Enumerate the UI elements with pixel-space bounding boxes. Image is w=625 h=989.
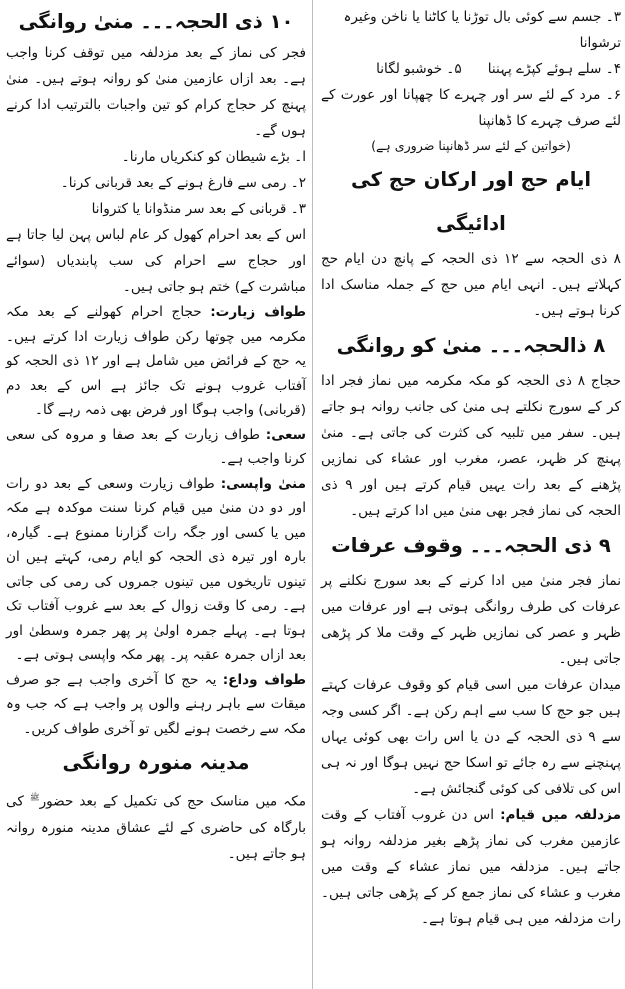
section-heading-madina: مدینہ منورہ روانگی bbox=[62, 751, 250, 774]
ihram-restriction-4: ۴۔ سلے ہوئے کپڑے پہننا bbox=[487, 61, 621, 77]
muzdalifah-label: مزدلفہ میں قیام: bbox=[500, 807, 621, 823]
paragraph-tawaf-wada bbox=[6, 668, 306, 742]
section-heading-ayyam-hajj: ایام حج اور ارکان حج کی ادائیگی bbox=[350, 168, 592, 235]
section-heading-8-dhul-hijjah: ۸ ذالحجہ۔۔۔ منیٰ کو روانگی bbox=[336, 334, 606, 357]
madina-text-2: کی بارگاہ کی حاضری کے لئے عشاق مدینہ منورہ روانہ ہو جاتے ہیں۔ bbox=[6, 793, 306, 862]
paragraph-madina bbox=[6, 785, 306, 867]
paragraph-arafat-departure: نماز فجر منیٰ میں ادا کرنے کے بعد سورج نکلنے پر عرفات کی طرف روانگی ہوتی ہے اور عرفات میں ظہر و عصر کی نمازیں ظہر کے وقت ملا کر پڑھی جاتی ہیں۔ bbox=[321, 573, 621, 667]
ihram-restriction-row bbox=[321, 56, 621, 82]
ihram-restriction-5: ۵۔ خوشبو لگانا bbox=[376, 61, 462, 77]
mina-return-label: منیٰ واپسی: bbox=[220, 475, 306, 492]
paragraph-mina-return bbox=[6, 472, 306, 668]
paragraph-8-dhul-hijjah: حجاج ۸ ذی الحجہ کو مکہ مکرمہ میں نماز فجر ادا کر کے سورج نکلتے ہی منیٰ کی جانب روانہ ہو جاتے ہیں۔ سفر میں تلبیہ کی کثرت کی جاتی ہے۔ منیٰ پہنچ کر ظہر، عصر، مغرب اور عشاء کی نمازیں پڑھنے کے بعد رات یہیں قیام کرتے ہیں اور ۹ ذی الحجہ کی نماز فجر بھی منیٰ میں ادا کرتے ہیں۔ bbox=[321, 373, 621, 519]
column-divider bbox=[312, 0, 313, 989]
wajib-item-1: ا۔ بڑے شیطان کو کنکریاں مارنا۔ bbox=[121, 149, 306, 165]
tawaf-wada-text: یہ حج کا آخری واجب ہے جو صرف میقات سے باہر رہنے والوں پر واجب ہے کہ جب وہ مکہ سے رخصت ہونے لگیں تو آخری طواف کریں۔ bbox=[6, 671, 306, 737]
paragraph-tawaf-ziyarat bbox=[6, 300, 306, 423]
tawaf-ziyarat-text: حجاج احرام کھولنے کے بعد مکہ مکرمہ میں چوتھا رکن طواف زیارت ادا کرتے ہیں۔ یہ حج کے فرائض میں شامل ہے اور ۱۲ ذی الحجہ کو آفتاب غروب ہونے تک جائز ہے اس کے بعد دم (قربانی) واجب ہوگا اور فرض بھی ذمہ رہے گا۔ bbox=[6, 304, 306, 418]
tawaf-ziyarat-label: طواف زیارت: bbox=[210, 304, 307, 320]
ihram-restriction-3: ۳۔ جسم سے کوئی بال توڑنا یا کاٹنا یا ناخن وغیرہ ترشوانا bbox=[343, 9, 621, 51]
mina-return-text: طواف زیارت وسعی کے بعد دو رات اور دو دن منیٰ میں قیام کرنا سنت موکدہ ہے مکہ میں یا کسی اور جگہ رات گزارنا ممنوع ہے۔ گیارہ، بارہ اور تیرہ ذی الحجہ کو ایام رمی، کہتے ہیں ان تینوں تاریخوں میں تینوں جمروں کی رمی کی جاتی ہے۔ رمی کا وقت زوال کے بعد سے غروب آفتاب تک ہوتا ہے۔ پہلے جمرہ اولیٰ پر پھر جمرہ وسطیٰ اور بعد ازاں جمرہ عقبہ پر۔ پھر مکہ واپسی ہوتی ہے۔ bbox=[6, 475, 306, 663]
paragraph-muzdalifah bbox=[321, 802, 621, 932]
paragraph-ayyam-hajj: ۸ ذی الحجہ سے ۱۲ ذی الحجہ کے پانچ دن ایام حج کہلاتے ہیں۔ انہی ایام میں حج کے جملہ مناسک ادا کرنا ہوتے ہیں۔ bbox=[321, 251, 621, 319]
sai-label: سعی: bbox=[265, 426, 306, 443]
paragraph-sai bbox=[6, 423, 306, 472]
wajib-item-2: ۲۔ رمی سے فارغ ہونے کے بعد قربانی کرنا۔ bbox=[60, 175, 306, 191]
section-heading-9-dhul-hijjah: ۹ ذی الحجہ۔۔۔ وقوف عرفات bbox=[331, 534, 611, 557]
paragraph-ihram-end: اس کے بعد احرام کھول کر عام لباس پہن لیا جاتا ہے اور حجاج سے احرام کی سب پابندیاں (سوائے مباشرت کے) ختم ہو جاتی ہیں۔ bbox=[6, 227, 306, 295]
wajib-item-3: ۳۔ قربانی کے بعد سر منڈوانا یا کتروانا bbox=[91, 201, 306, 217]
left-column bbox=[6, 4, 306, 867]
sai-text: طواف زیارت کے بعد صفا و مروہ کی سعی کرنا واجب ہے۔ bbox=[6, 426, 306, 467]
paragraph-wuquf-arafat: میدان عرفات میں اسی قیام کو وقوف عرفات کہتے ہیں جو حج کا سب سے اہم رکن ہے۔ اگر کسی وجہ سے ۹ ذی الحجہ کے دن یا اس رات بھی کوئی یہاں پہنچنے سے رہ جائے تو اسکا حج نہیں ہوگا اور نہ ہی اس کی تلافی کی کوئی گنجائش ہے۔ bbox=[321, 677, 621, 797]
right-column bbox=[321, 4, 621, 932]
ihram-restriction-6: ۶۔ مرد کے لئے سر اور چہرے کا چھپانا اور عورت کے لئے صرف چہرے کا ڈھانپنا bbox=[321, 87, 621, 129]
ihram-restriction-note: (خواتین کے لئے سر ڈھانپنا ضروری ہے) bbox=[371, 138, 571, 153]
muzdalifah-text: اس دن غروب آفتاب کے وقت عازمین مغرب کی نماز پڑھے بغیر مزدلفہ روانہ ہو جاتے ہیں۔ مزدلفہ میں نماز عشاء کے وقت میں مغرب و عشاء کی نماز جمع کر کے پڑھی جاتی ہیں۔ رات مزدلفہ میں ہی قیام ہوتا ہے۔ bbox=[321, 807, 621, 927]
paragraph-10-dhul-hijjah: فجر کی نماز کے بعد مزدلفہ میں توقف کرنا واجب ہے۔ بعد ازاں عازمین منیٰ کو روانہ ہوتے ہیں۔ منیٰ پہنچ کر حجاج کرام کو تین واجبات بالترتیب ادا کرنے ہوں گے۔ bbox=[6, 45, 306, 139]
tawaf-wada-label: طواف وداع: bbox=[222, 671, 306, 688]
salutation-glyph: ﷺ bbox=[29, 793, 40, 802]
section-heading-10-dhul-hijjah: ۱۰ ذی الحجہ۔۔۔ منیٰ روانگی bbox=[18, 10, 294, 33]
madina-text-1: مکہ میں مناسک حج کی تکمیل کے بعد حضور bbox=[39, 793, 306, 810]
